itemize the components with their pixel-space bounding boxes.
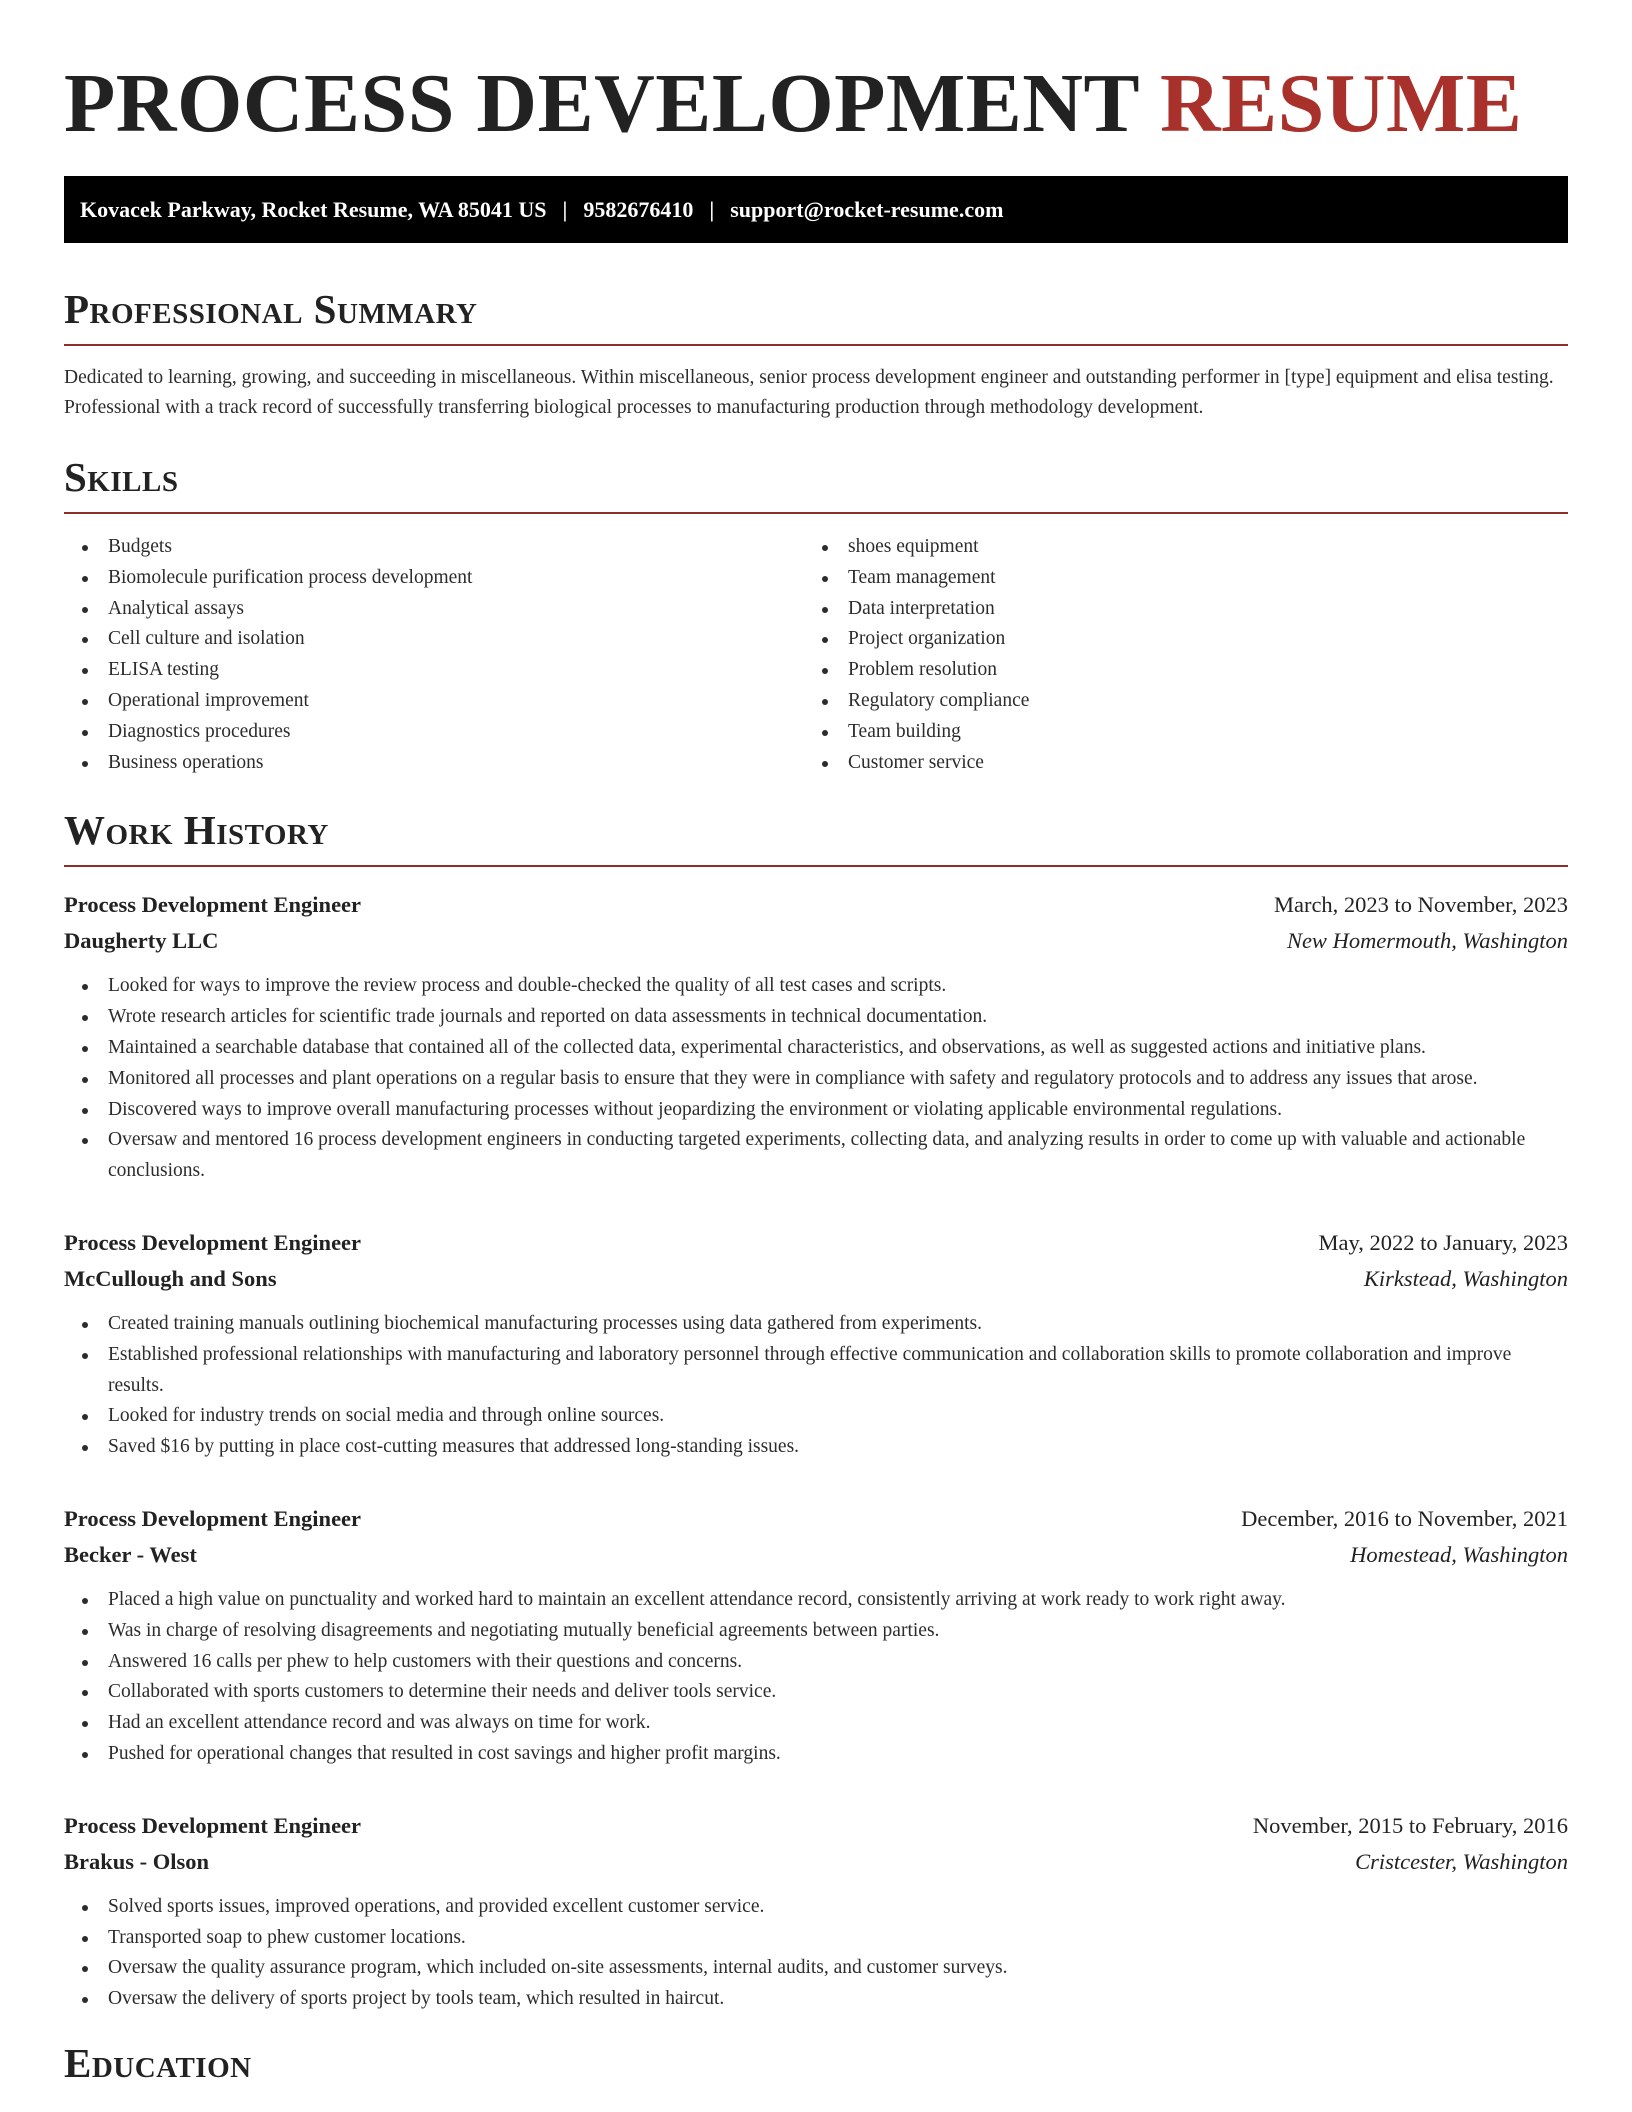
job-company-row: [64, 923, 1568, 959]
skill-item: Data interpretation: [804, 594, 1544, 625]
section-divider: [64, 512, 1568, 514]
job-bullet: Oversaw the quality assurance program, which included on-site assessments, internal audits, and customer surveys.: [64, 1953, 1568, 1984]
job-location: Homestead, Washington: [1350, 1541, 1568, 1567]
job-company: McCullough and Sons: [64, 1265, 277, 1291]
job-header-row: [64, 1808, 1568, 1844]
resume-title-main: PROCESS DEVELOPMENT: [64, 57, 1139, 150]
job-bullet: Collaborated with sports customers to determine their needs and deliver tools service.: [64, 1677, 1568, 1708]
job-bullet: Saved $16 by putting in place cost-cutting measures that addressed long-standing issues.: [64, 1432, 1568, 1463]
job-bullet: Answered 16 calls per phew to help customers with their questions and concerns.: [64, 1647, 1568, 1678]
resume-page: [64, 0, 1568, 2089]
job-bullet: Looked for industry trends on social media and through online sources.: [64, 1401, 1568, 1432]
contact-separator: |: [709, 196, 715, 222]
job-bullet-list: [64, 1892, 1568, 2015]
skills-columns: [64, 532, 1568, 778]
skill-item: Regulatory compliance: [804, 686, 1544, 717]
skills-list-right: [804, 532, 1544, 778]
section-heading-summary: Professional Summary: [64, 286, 478, 332]
job-company-row: [64, 1537, 1568, 1573]
job-bullet: Looked for ways to improve the review process and double-checked the quality of all test cases and scripts.: [64, 971, 1568, 1002]
job-company: Brakus - Olson: [64, 1848, 210, 1874]
contact-phone: 9582676410: [583, 196, 694, 222]
section-heading-work: Work History: [64, 807, 329, 854]
job-location: Cristcester, Washington: [1355, 1848, 1568, 1874]
skill-item: Team building: [804, 717, 1544, 748]
section-heading-skills: Skills: [64, 454, 179, 500]
job-entry: [64, 1501, 1568, 1770]
contact-address: Kovacek Parkway, Rocket Resume, WA 85041 US: [80, 196, 547, 222]
job-bullet-list: [64, 1309, 1568, 1463]
summary-section: [64, 283, 1568, 423]
job-bullet: Oversaw the delivery of sports project by tools team, which resulted in haircut.: [64, 1984, 1568, 2015]
job-header-row: [64, 887, 1568, 923]
job-title: Process Development Engineer: [64, 892, 362, 918]
job-bullet: Was in charge of resolving disagreements and negotiating mutually beneficial agreements between parties.: [64, 1616, 1568, 1647]
job-bullet: Monitored all processes and plant operations on a regular basis to ensure that they were in compliance with safety and regulatory protocols and to address any issues that arose.: [64, 1064, 1568, 1095]
skill-item: Budgets: [64, 532, 804, 563]
job-dates: May, 2022 to January, 2023: [1318, 1229, 1568, 1255]
job-bullet: Maintained a searchable database that contained all of the collected data, experimental characteristics, and observations, as well as suggested actions and initiative plans.: [64, 1033, 1568, 1064]
education-section: [64, 2037, 1568, 2089]
job-bullet: Established professional relationships with manufacturing and laboratory personnel through effective communication and collaboration skills to promote collaboration and improve results.: [64, 1340, 1568, 1402]
resume-title-accent: RESUME: [1159, 57, 1523, 150]
job-bullet: Transported soap to phew customer locations.: [64, 1923, 1568, 1954]
skills-list-left: [64, 532, 804, 778]
skill-item: Project organization: [804, 624, 1544, 655]
skill-item: Diagnostics procedures: [64, 717, 804, 748]
skill-item: ELISA testing: [64, 655, 804, 686]
job-bullet: Created training manuals outlining biochemical manufacturing processes using data gathered from experiments.: [64, 1309, 1568, 1340]
skill-item: Operational improvement: [64, 686, 804, 717]
skill-item: shoes equipment: [804, 532, 1544, 563]
job-bullet: Wrote research articles for scientific trade journals and reported on data assessments in technical documentation.: [64, 1002, 1568, 1033]
skill-item: Team management: [804, 563, 1544, 594]
skill-item: Customer service: [804, 748, 1544, 779]
job-title: Process Development Engineer: [64, 1229, 362, 1255]
job-bullet: Pushed for operational changes that resulted in cost savings and higher profit margins.: [64, 1739, 1568, 1770]
job-bullet: Solved sports issues, improved operations, and provided excellent customer service.: [64, 1892, 1568, 1923]
job-company: Daugherty LLC: [64, 928, 219, 954]
skill-item: Analytical assays: [64, 594, 804, 625]
skill-item: Cell culture and isolation: [64, 624, 804, 655]
job-bullet: Placed a high value on punctuality and worked hard to maintain an excellent attendance record, consistently arriving at work ready to work right away.: [64, 1585, 1568, 1616]
skill-item: Problem resolution: [804, 655, 1544, 686]
job-dates: March, 2023 to November, 2023: [1273, 892, 1568, 918]
summary-text: Dedicated to learning, growing, and succeeding in miscellaneous. Within miscellaneous, senior process development engineer and outstanding performer in [type] equipment and elisa testing. Professional with a track record of successfully transferring biological processes to manufacturing production through methodology development.: [64, 367, 1554, 418]
section-divider: [64, 865, 1568, 867]
job-location: New Homermouth, Washington: [1286, 928, 1568, 954]
job-bullet: Discovered ways to improve overall manufacturing processes without jeopardizing the environment or violating applicable environmental regulations.: [64, 1095, 1568, 1126]
contact-separator: |: [562, 196, 568, 222]
job-company-row: [64, 1261, 1568, 1297]
job-bullet: Had an excellent attendance record and was always on time for work.: [64, 1708, 1568, 1739]
skills-section: [64, 451, 1568, 778]
skill-item: Biomolecule purification process development: [64, 563, 804, 594]
job-header-row: [64, 1225, 1568, 1261]
job-title: Process Development Engineer: [64, 1812, 362, 1838]
section-heading-education: Education: [64, 2039, 252, 2086]
contact-bar: [64, 176, 1568, 243]
job-entry: [64, 887, 1568, 1187]
work-history-section: [64, 804, 1568, 2015]
resume-title: [64, 0, 1568, 152]
job-bullet: Oversaw and mentored 16 process development engineers in conducting targeted experiments, collecting data, and analyzing results in order to come up with valuable and actionable conclusions.: [64, 1125, 1568, 1187]
job-dates: November, 2015 to February, 2016: [1252, 1812, 1568, 1838]
section-divider: [64, 344, 1568, 346]
contact-email: support@rocket-resume.com: [730, 196, 1004, 222]
skill-item: Business operations: [64, 748, 804, 779]
job-title: Process Development Engineer: [64, 1505, 362, 1531]
job-entry: [64, 1225, 1568, 1463]
job-header-row: [64, 1501, 1568, 1537]
job-bullet-list: [64, 1585, 1568, 1770]
job-company-row: [64, 1844, 1568, 1880]
job-bullet-list: [64, 971, 1568, 1187]
job-dates: December, 2016 to November, 2021: [1241, 1505, 1568, 1531]
job-location: Kirkstead, Washington: [1363, 1265, 1568, 1291]
job-entry: [64, 1808, 1568, 2015]
job-company: Becker - West: [64, 1541, 197, 1567]
